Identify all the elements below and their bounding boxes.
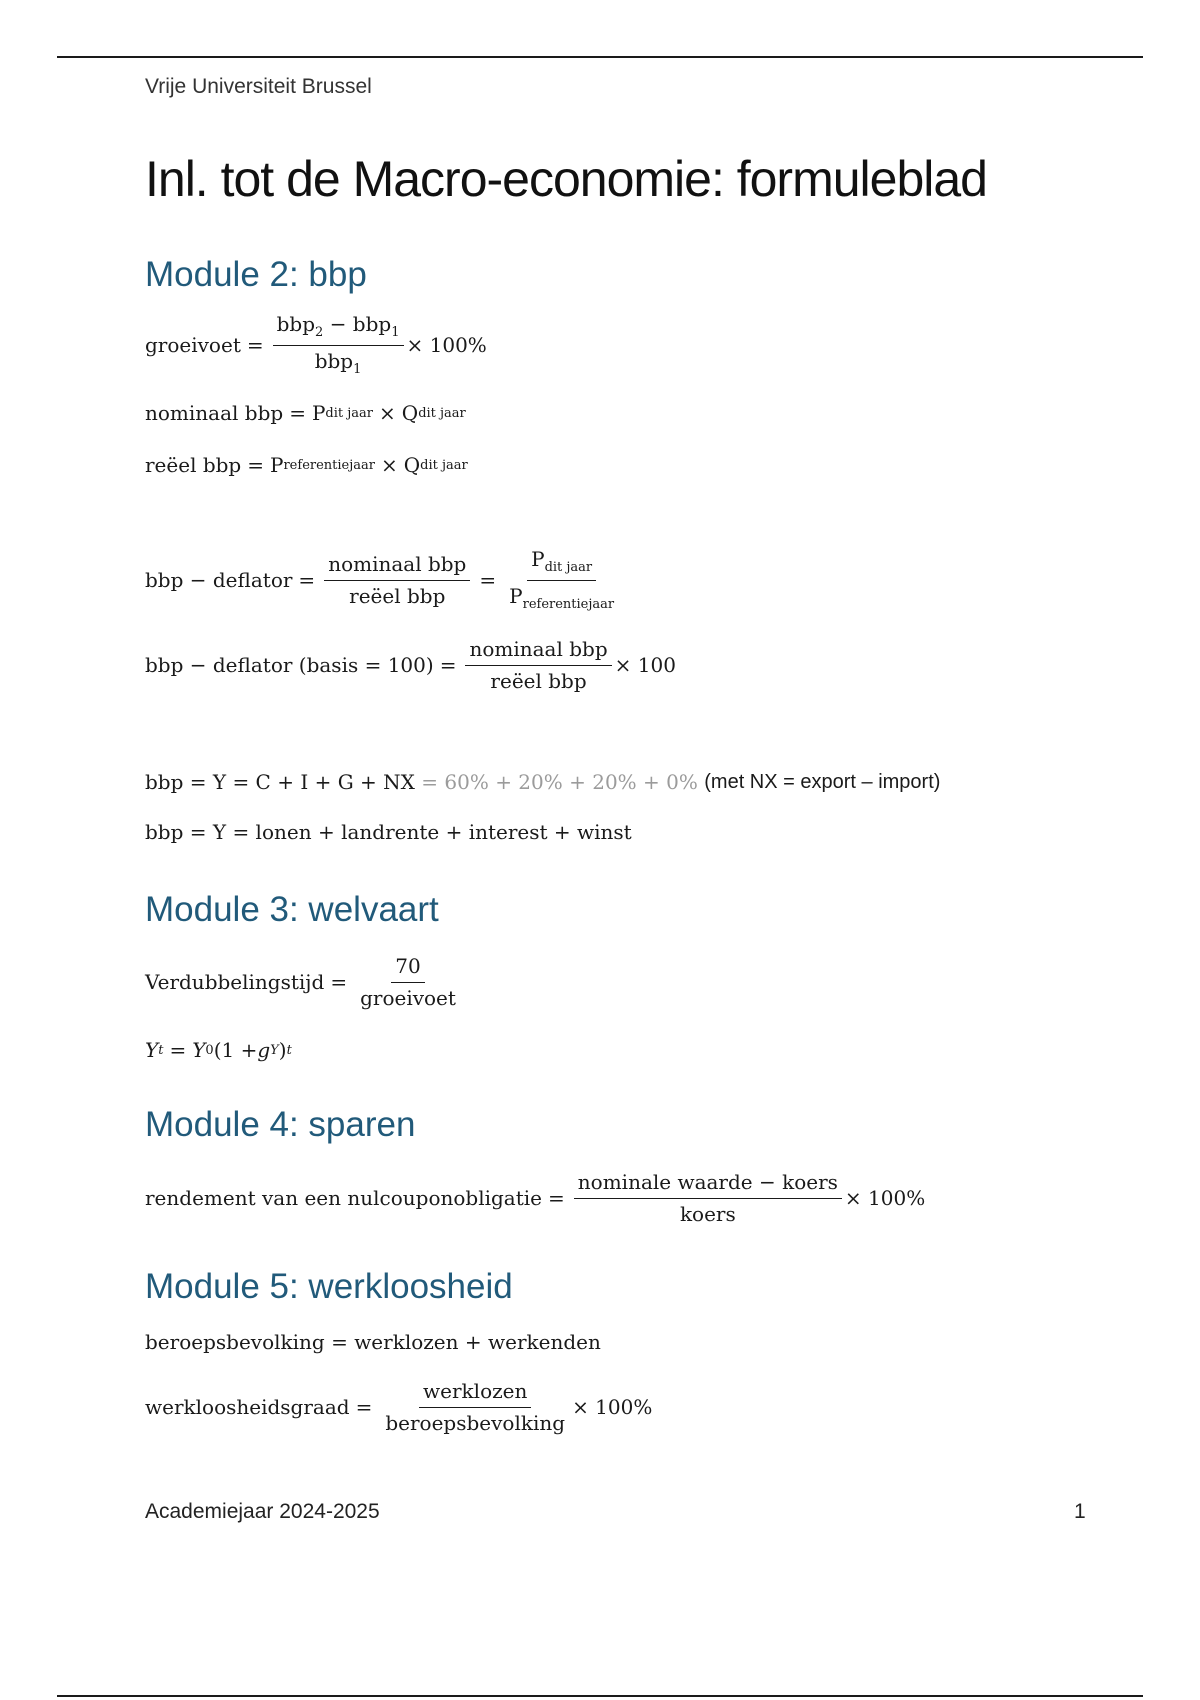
- formula-groeivoet: groeivoet = $\frac{bbp_2 - bbp_1}{bbp_1}$ × 100%: [145, 311, 487, 377]
- fraction: $\frac{bbp_2 - bbp_1}{bbp_1}$: [273, 313, 404, 378]
- fraction: $\frac{70}{\text{groeivoet}}$: [360, 953, 456, 1010]
- page-number: 1: [1074, 1500, 1086, 1523]
- formula-rendement-nulcoupon: rendement van een nulcouponobligatie = $\frac{\text{nominale waarde − koers}}{\text{koers}}$ × 100%: [145, 1169, 926, 1226]
- module-5-heading: Module 5: werkloosheid: [145, 1267, 513, 1306]
- formula-nominaal-bbp: nominaal bbp = P dit jaar × Q dit jaar: [145, 401, 466, 425]
- bottom-rule: [57, 1695, 1143, 1697]
- formula-werkloosheidsgraad: werkloosheidsgraad = $\frac{\text{werklozen}}{\text{beroepsbevolking}}$ × 100%: [145, 1378, 653, 1435]
- fraction: $\frac{P_{dit jaar}}{P_{referentiejaar}}$: [509, 546, 615, 612]
- formula-bbp-deflator: bbp − deflator = $\frac{\text{nominaal bbp}}{\text{reëel bbp}}$ = $\frac{P_{dit jaar}}{P_{referentiejaar}}$: [145, 560, 621, 600]
- formula-verdubbelingstijd: Verdubbelingstijd = $\frac{70}{\text{groeivoet}}$: [145, 962, 463, 1002]
- formula-beroepsbevolking: beroepsbevolking = werklozen + werkenden: [145, 1330, 601, 1354]
- formula-reeel-bbp: reëel bbp = P referentiejaar × Q dit jaar: [145, 453, 468, 477]
- fraction: $\frac{\text{werklozen}}{\text{beroepsbevolking}}$: [385, 1378, 566, 1435]
- university-name: Vrije Universiteit Brussel: [145, 75, 372, 98]
- academic-year: Academiejaar 2024-2025: [145, 1500, 380, 1523]
- module-4-heading: Module 4: sparen: [145, 1105, 416, 1144]
- fraction: $\frac{\text{nominale waarde − koers}}{\text{koers}}$: [574, 1171, 842, 1226]
- formula-bbp-deflator-basis: bbp − deflator (basis = 100) = $\frac{\text{nominaal bbp}}{\text{reëel bbp}}$ × 100: [145, 636, 676, 693]
- top-rule: [57, 56, 1143, 58]
- fraction: $\frac{\text{nominaal bbp}}{\text{reëel bbp}}$: [465, 638, 611, 693]
- formula-groei-y: Y t = Y 0 (1 + g Y ) t: [145, 1038, 292, 1062]
- module-2-heading: Module 2: bbp: [145, 255, 367, 294]
- module-3-heading: Module 3: welvaart: [145, 890, 439, 929]
- fraction: $\frac{\text{nominaal bbp}}{\text{reëel bbp}}$: [324, 553, 470, 608]
- page-title: Inl. tot de Macro-economie: formuleblad: [145, 151, 987, 207]
- formula-bbp-inkomens: bbp = Y = lonen + landrente + interest + winst: [145, 820, 632, 844]
- formula-bbp-bestedingen: bbp = Y = C + I + G + NX = 60% + 20% + 20% + 0% (met NX = export – import): [145, 770, 941, 794]
